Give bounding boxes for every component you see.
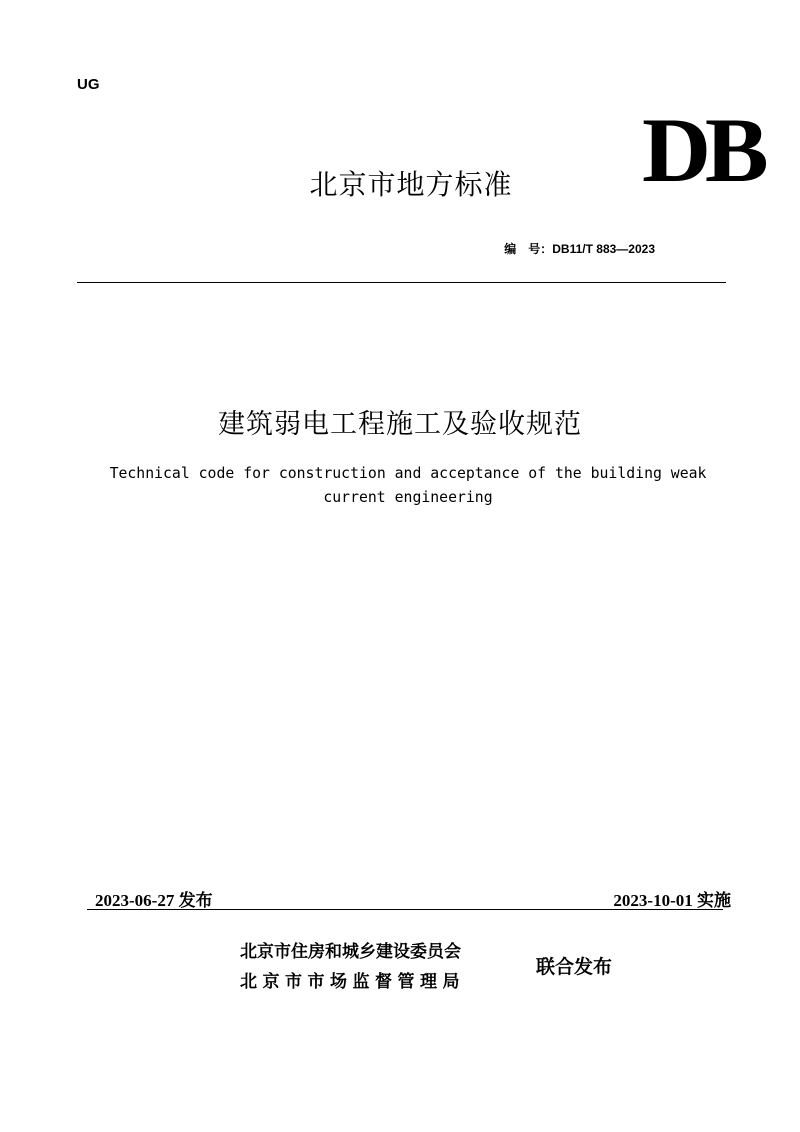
db-logo: DB xyxy=(642,99,763,201)
issuing-agency-1: 北京市住房和城乡建设委员会 xyxy=(240,942,461,962)
standard-number-value: DB11/T 883—2023 xyxy=(552,242,655,256)
standard-type-text: 北京市地方标准 xyxy=(309,168,513,201)
top-divider xyxy=(77,282,726,283)
bottom-divider xyxy=(87,909,723,910)
standard-number-label: 编 号： xyxy=(504,242,553,256)
ics-code: UG xyxy=(77,76,100,93)
issue-date: 2023-06-27 发布 xyxy=(95,891,213,910)
title-chinese: 建筑弱电工程施工及验收规范 xyxy=(218,409,582,440)
joint-issue-label: 联合发布 xyxy=(536,956,613,978)
standard-number xyxy=(504,240,655,257)
implementation-date: 2023-10-01 实施 xyxy=(613,891,731,910)
title-english: Technical code for construction and acceptance of the building weak current engineering xyxy=(109,465,707,506)
issuing-agency-2: 北京市市场监督管理局 xyxy=(240,972,465,992)
